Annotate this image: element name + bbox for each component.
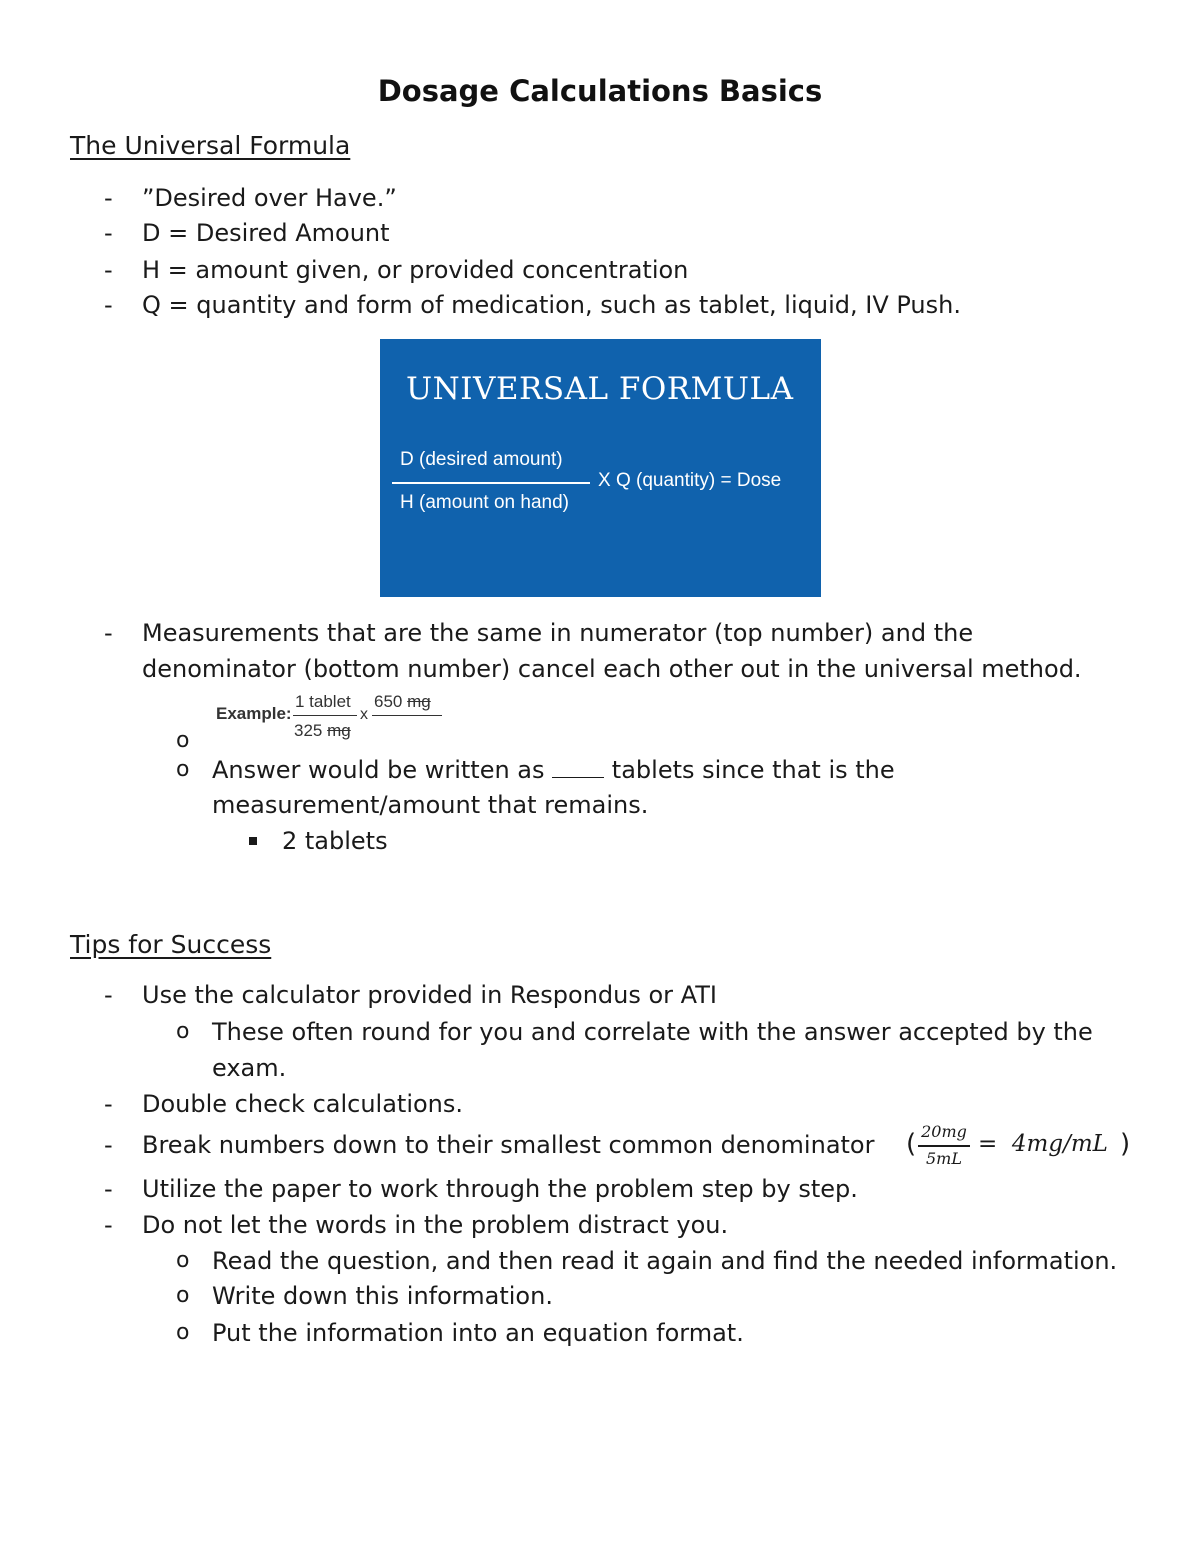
tip-sub-read-question: Read the question, and then read it again and find the needed information.: [212, 1247, 1118, 1275]
dash-marker: -: [104, 1131, 113, 1159]
tip-sub-write-down: Write down this information.: [212, 1282, 553, 1310]
dash-marker: -: [104, 619, 113, 647]
page-title: Dosage Calculations Basics: [377, 74, 823, 108]
circle-bullet-marker: o: [176, 1283, 190, 1308]
circle-bullet-marker: o: [176, 1019, 190, 1044]
circle-bullet-marker: o: [176, 757, 190, 782]
example-label: Example:: [216, 704, 292, 723]
circle-bullet-marker: o: [176, 1320, 190, 1345]
tip-calculator: Use the calculator provided in Respondus or ATI: [142, 981, 717, 1009]
example-numerator-value: 650: [374, 692, 403, 711]
dash-marker: -: [104, 184, 113, 212]
example-denominator-1: [294, 721, 351, 741]
formula-denominator: H (amount on hand): [400, 492, 569, 513]
dash-marker: -: [104, 219, 113, 247]
math-fraction-bar: [918, 1145, 970, 1147]
tip-calculator-sub-line2: exam.: [212, 1054, 287, 1082]
square-bullet-marker: [249, 837, 257, 845]
example-fraction-image: [216, 690, 446, 746]
dash-marker: -: [104, 1211, 113, 1239]
formula-fraction-bar: [392, 482, 590, 484]
dash-marker: -: [104, 1175, 113, 1203]
answer-text-line2: measurement/amount that remains.: [212, 791, 649, 819]
math-close-paren: ): [1120, 1129, 1131, 1159]
math-fraction: [916, 1122, 972, 1172]
answer-text-part2: tablets since that is the: [611, 756, 895, 784]
formula-multiplier: X Q (quantity) = Dose: [598, 470, 782, 491]
circle-bullet-marker: o: [176, 1248, 190, 1273]
section-heading-universal-formula: The Universal Formula: [70, 131, 351, 160]
bullet-h-definition: H = amount given, or provided concentration: [142, 256, 689, 284]
tip-break-numbers: Break numbers down to their smallest common denominator: [142, 1131, 875, 1159]
bullet-d-definition: D = Desired Amount: [142, 219, 390, 247]
answer-value: 2 tablets: [282, 827, 388, 855]
dash-marker: -: [104, 1090, 113, 1118]
dash-marker: -: [104, 256, 113, 284]
measurements-text-line1: Measurements that are the same in numerator (top number) and the: [142, 619, 974, 647]
answer-text-line1: [212, 754, 895, 786]
example-denominator-unit-cancelled: mg: [327, 721, 351, 740]
bullet-desired-over-have: ”Desired over Have.”: [142, 184, 397, 212]
example-times-sign: x: [360, 706, 368, 723]
math-fraction-numerator: 20mg: [921, 1122, 967, 1141]
math-fraction-denominator: 5mL: [926, 1149, 962, 1168]
example-fraction-bar-1: [293, 715, 357, 716]
example-fraction-bar-2: [372, 715, 442, 716]
tip-utilize-paper: Utilize the paper to work through the problem step by step.: [142, 1175, 858, 1203]
bullet-q-definition: Q = quantity and form of medication, such as tablet, liquid, IV Push.: [142, 291, 961, 319]
math-result-value: 4mg/mL: [1011, 1131, 1108, 1157]
example-numerator-unit-cancelled: mg: [407, 692, 431, 711]
universal-formula-image: [380, 339, 821, 597]
formula-image-title: UNIVERSAL FORMULA: [406, 371, 794, 407]
tip-calculator-sub-line1: These often round for you and correlate with the answer accepted by the: [212, 1018, 1093, 1046]
example-denominator-value: 325: [294, 721, 323, 740]
answer-blank: [552, 757, 604, 778]
example-numerator-1: 1 tablet: [295, 692, 351, 711]
math-open-paren: (: [906, 1129, 917, 1159]
measurements-text-line2: denominator (bottom number) cancel each other out in the universal method.: [142, 655, 1082, 683]
tip-do-not-distract: Do not let the words in the problem distract you.: [142, 1211, 729, 1239]
formula-numerator: D (desired amount): [400, 449, 563, 470]
tip-double-check: Double check calculations.: [142, 1090, 464, 1118]
math-equals: =: [978, 1131, 998, 1157]
dash-marker: -: [104, 291, 113, 319]
answer-text-part1: Answer would be written as: [212, 756, 545, 784]
math-result: [978, 1128, 1108, 1160]
example-numerator-2: [374, 692, 431, 712]
dash-marker: -: [104, 981, 113, 1009]
tip-sub-equation-format: Put the information into an equation format.: [212, 1319, 744, 1347]
section-heading-tips: Tips for Success: [70, 930, 272, 959]
circle-bullet-marker: o: [176, 728, 190, 753]
